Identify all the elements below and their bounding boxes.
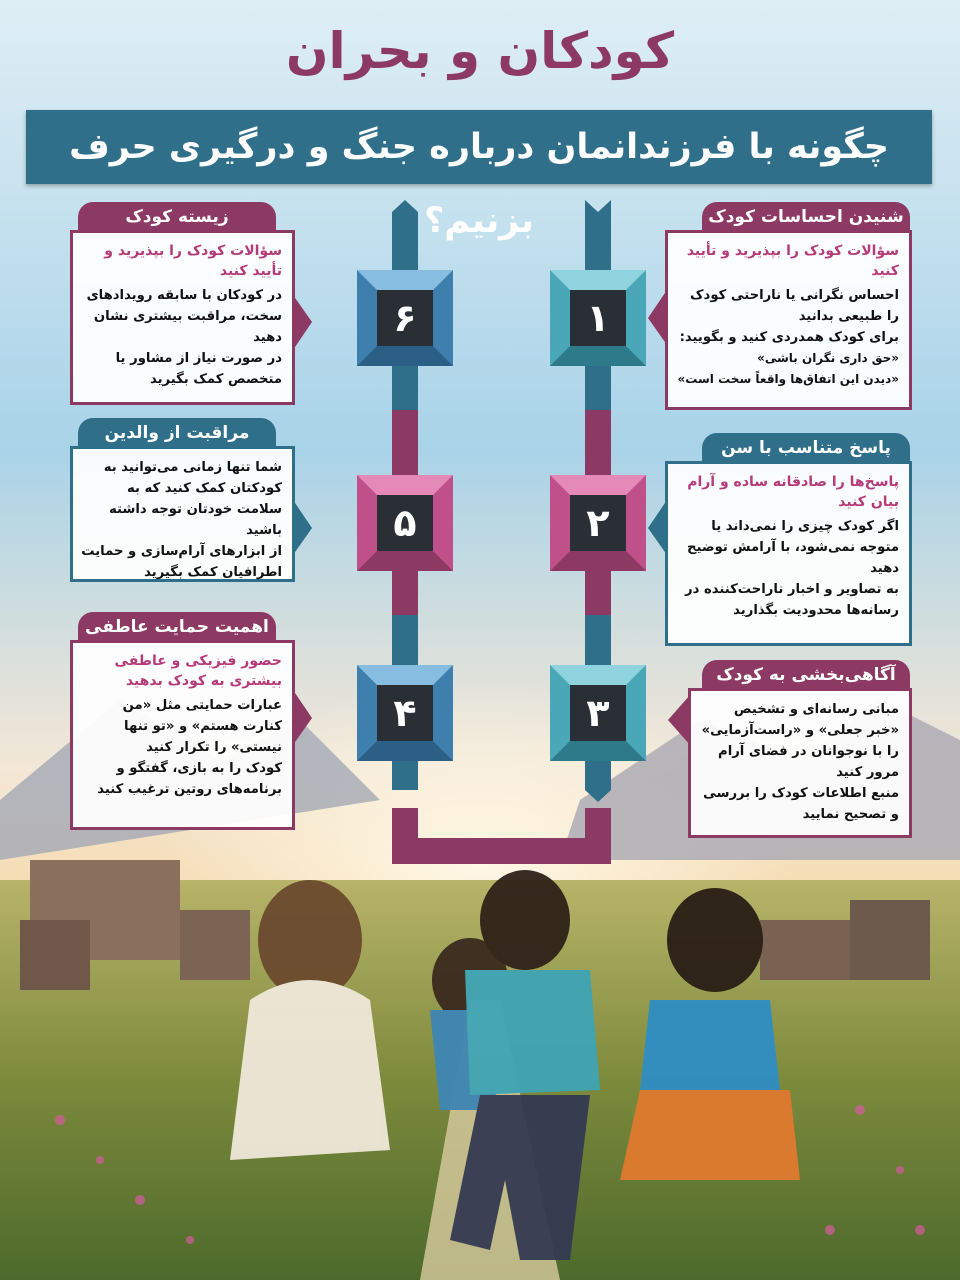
step-3-number: ۳ <box>570 685 626 741</box>
step-3-title: آگاهی‌بخشی به کودک <box>702 660 910 690</box>
step-2-title: پاسخ متناسب با سن <box>702 433 910 463</box>
step-6-emphasis: سؤالات کودک را بپذیرید و تأیید کنید <box>104 243 282 279</box>
step-1-body <box>665 230 912 410</box>
step-5-line: از ابزارهای آرام‌سازی و حمایت اطرافیان کمک بگیرید <box>81 544 282 580</box>
step-4-body <box>70 640 295 830</box>
step-1-line: برای کودک همدردی کنید و بگویید: <box>679 330 899 345</box>
step-1-number: ۱ <box>570 290 626 346</box>
step-4-number: ۴ <box>377 685 433 741</box>
step-1-line: «حق داری نگران باشی» <box>757 351 899 365</box>
step-6-pointer <box>293 295 312 350</box>
step-2-number: ۲ <box>570 495 626 551</box>
step-2-emphasis: پاسخ‌ها را صادقانه ساده و آرام بیان کنید <box>687 474 899 510</box>
step-6-line: در صورت نیاز از مشاور یا متخصص کمک بگیرید <box>115 351 282 387</box>
step-1-line: «دیدن این اتفاق‌ها واقعاً سخت است» <box>677 372 899 386</box>
step-5-line: شما تنها زمانی می‌توانید به کودکتان کمک کنید که به سلامت خودتان توجه داشته باشید <box>103 460 282 538</box>
step-3-pointer <box>668 695 690 745</box>
step-5-number: ۵ <box>377 495 433 551</box>
step-5-title: مراقبت از والدین <box>78 418 276 448</box>
page-subtitle: چگونه با فرزندانمان درباره جنگ و درگیری حرف بزنیم؟ <box>26 110 932 184</box>
step-3-line: منبع اطلاعات کودک را بررسی و تصحیح نمایید <box>703 786 899 822</box>
step-1-title: شنیدن احساسات کودک <box>702 202 910 232</box>
step-4-title: اهمیت حمایت عاطفی <box>78 612 276 642</box>
page-title: کودکان و بحران <box>285 22 675 80</box>
step-2-body <box>665 461 912 646</box>
step-4-emphasis: حضور فیزیکی و عاطفی بیشتری به کودک بدهید <box>114 653 282 689</box>
step-4-line: کودک را به بازی، گفتگو و برنامه‌های روتین ترغیب کنید <box>97 761 282 797</box>
step-6-title: زیسته کودک <box>78 202 276 232</box>
step-4-line: عبارات حمایتی مثل «من کنارت هستم» و «تو تنها نیستی» را تکرار کنید <box>122 698 282 755</box>
step-1-emphasis: سؤالات کودک را بپذیرید و تأیید کنید <box>686 243 899 279</box>
step-4-pointer <box>293 690 312 745</box>
step-3-line: مبانی رسانه‌ای و تشخیص «خبر جعلی» و «راست‌آزمایی» را با نوجوانان در فضای آرام مرور کنید <box>701 702 899 780</box>
step-5-pointer <box>293 500 312 555</box>
step-6-number: ۶ <box>377 290 433 346</box>
step-6-line: در کودکان با سابقه رویدادهای سخت، مراقبت بیشتری نشان دهید <box>86 288 282 345</box>
step-1-line: احساس نگرانی یا ناراحتی کودک را طبیعی بدانید <box>690 288 899 324</box>
step-2-line: اگر کودک چیزی را نمی‌داند یا متوجه نمی‌شود، با آرامش توضیح دهید <box>686 519 899 576</box>
step-6-body <box>70 230 295 405</box>
step-3-body <box>688 688 912 838</box>
step-5-body <box>70 446 295 582</box>
step-2-line: به تصاویر و اخبار ناراحت‌کننده در رسانه‌ها محدودیت بگذارید <box>685 582 899 618</box>
